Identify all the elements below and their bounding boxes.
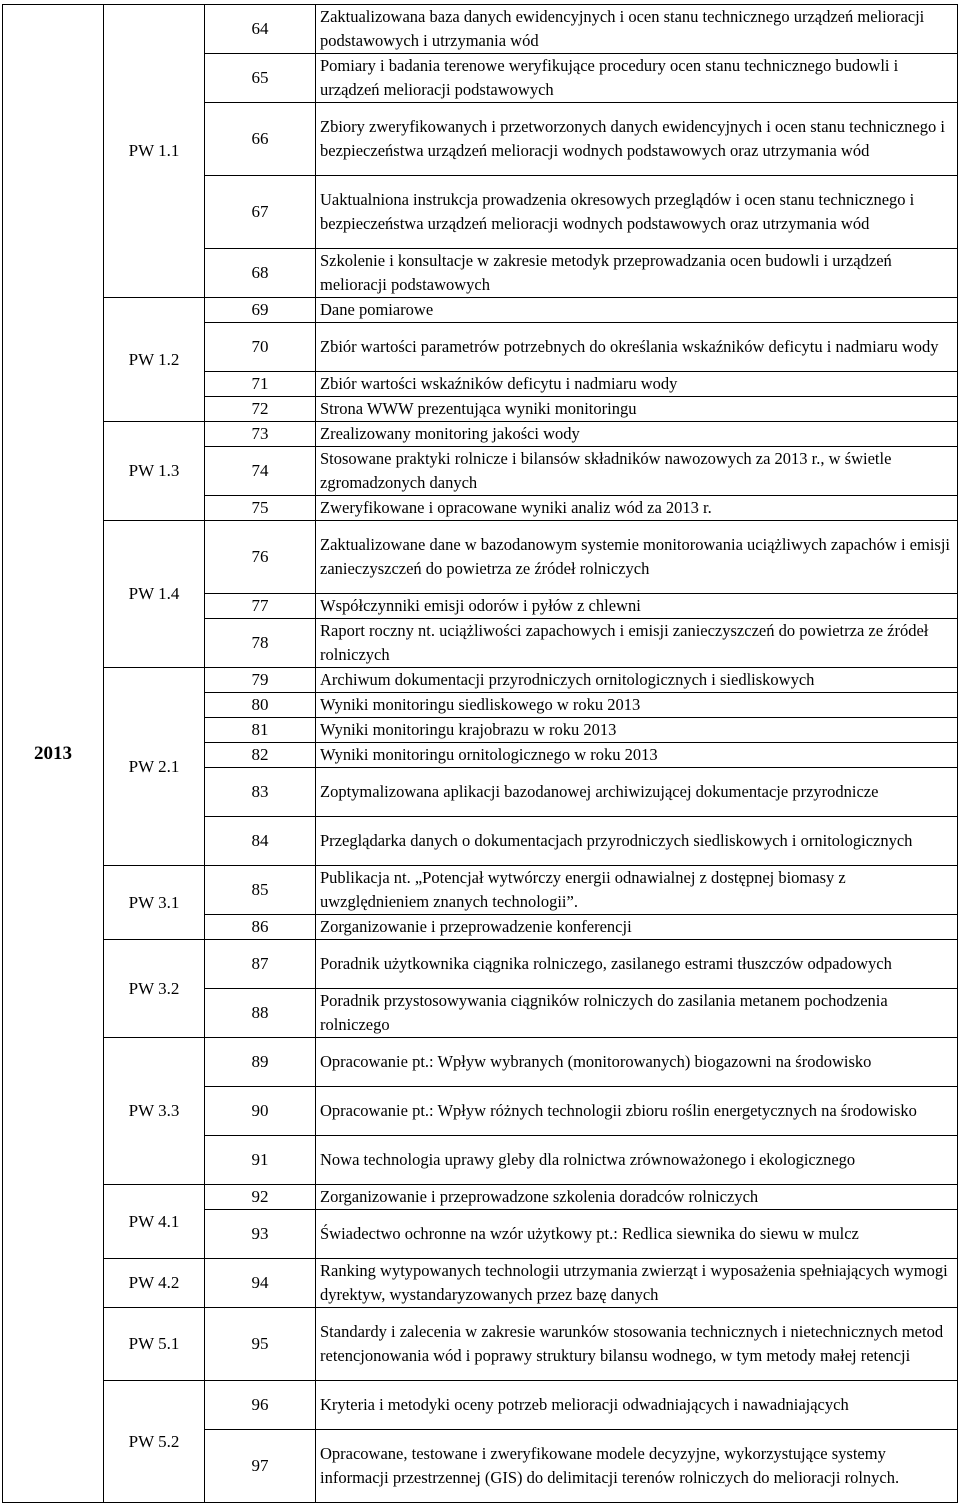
item-description-cell: Stosowane praktyki rolnicze i bilansów składników nawozowych za 2013 r., w świetle zgromadzonych danych — [316, 447, 958, 496]
work-package-cell: PW 2.1 — [104, 668, 205, 866]
table-row — [3, 1308, 958, 1381]
item-number-cell: 75 — [205, 496, 316, 521]
item-number-cell: 96 — [205, 1381, 316, 1430]
item-description-cell: Opracowane, testowane i zweryfikowane modele decyzyjne, wykorzystujące systemy informacji przestrzennej (GIS) do delimitacji terenów rolniczych do melioracji rolnych. — [316, 1430, 958, 1503]
item-description-cell: Zoptymalizowana aplikacji bazodanowej archiwizującej dokumentacje przyrodnicze — [316, 768, 958, 817]
item-description-cell: Przeglądarka danych o dokumentacjach przyrodniczych siedliskowych i ornitologicznych — [316, 817, 958, 866]
item-number-cell: 94 — [205, 1259, 316, 1308]
item-description-cell: Zweryfikowane i opracowane wyniki analiz wód za 2013 r. — [316, 496, 958, 521]
item-number-cell: 90 — [205, 1087, 316, 1136]
item-number-cell: 85 — [205, 866, 316, 915]
item-description-cell: Raport roczny nt. uciążliwości zapachowych i emisji zanieczyszczeń do powietrza ze źródeł rolniczych — [316, 619, 958, 668]
work-package-cell: PW 4.1 — [104, 1185, 205, 1259]
item-description-cell: Wyniki monitoringu krajobrazu w roku 2013 — [316, 718, 958, 743]
item-description-cell: Standardy i zalecenia w zakresie warunków stosowania technicznych i nietechnicznych metod retencjonowania wód i poprawy struktury bilansu wodnego, w tym metody małej retencji — [316, 1308, 958, 1381]
item-description-cell: Opracowanie pt.: Wpływ różnych technologii zbioru roślin energetycznych na środowisko — [316, 1087, 958, 1136]
item-number-cell: 80 — [205, 693, 316, 718]
item-number-cell: 66 — [205, 103, 316, 176]
work-package-cell: PW 1.2 — [104, 298, 205, 422]
item-description-cell: Ranking wytypowanych technologii utrzymania zwierząt i wyposażenia spełniających wymogi dyrektyw, wystandaryzowanych przez bazę danych — [316, 1259, 958, 1308]
table-row — [3, 521, 958, 594]
item-number-cell: 86 — [205, 915, 316, 940]
item-description-cell: Współczynniki emisji odorów i pyłów z chlewni — [316, 594, 958, 619]
deliverables-table — [2, 4, 958, 1503]
item-description-cell: Archiwum dokumentacji przyrodniczych ornitologicznych i siedliskowych — [316, 668, 958, 693]
item-number-cell: 76 — [205, 521, 316, 594]
item-number-cell: 73 — [205, 422, 316, 447]
item-number-cell: 87 — [205, 940, 316, 989]
item-number-cell: 72 — [205, 397, 316, 422]
work-package-cell: PW 1.1 — [104, 5, 205, 298]
item-description-cell: Zorganizowanie i przeprowadzone szkolenia doradców rolniczych — [316, 1185, 958, 1210]
item-number-cell: 82 — [205, 743, 316, 768]
item-number-cell: 97 — [205, 1430, 316, 1503]
item-number-cell: 92 — [205, 1185, 316, 1210]
item-number-cell: 68 — [205, 249, 316, 298]
item-description-cell: Nowa technologia uprawy gleby dla rolnictwa zrównoważonego i ekologicznego — [316, 1136, 958, 1185]
item-number-cell: 95 — [205, 1308, 316, 1381]
item-description-cell: Świadectwo ochronne na wzór użytkowy pt.: Redlica siewnika do siewu w mulcz — [316, 1210, 958, 1259]
item-description-cell: Opracowanie pt.: Wpływ wybranych (monitorowanych) biogazowni na środowisko — [316, 1038, 958, 1087]
table-row — [3, 1381, 958, 1430]
item-description-cell: Zbiór wartości parametrów potrzebnych do określania wskaźników deficytu i nadmiaru wody — [316, 323, 958, 372]
work-package-cell: PW 3.2 — [104, 940, 205, 1038]
work-package-cell: PW 3.1 — [104, 866, 205, 940]
item-number-cell: 71 — [205, 372, 316, 397]
table-body — [3, 5, 958, 1503]
table-row — [3, 5, 958, 54]
item-description-cell: Zorganizowanie i przeprowadzenie konferencji — [316, 915, 958, 940]
item-number-cell: 91 — [205, 1136, 316, 1185]
table-row — [3, 1038, 958, 1087]
item-description-cell: Poradnik użytkownika ciągnika rolniczego, zasilanego estrami tłuszczów odpadowych — [316, 940, 958, 989]
table-row — [3, 1259, 958, 1308]
item-number-cell: 67 — [205, 176, 316, 249]
table-row — [3, 940, 958, 989]
item-description-cell: Wyniki monitoringu siedliskowego w roku 2013 — [316, 693, 958, 718]
item-description-cell: Zbiory zweryfikowanych i przetworzonych danych ewidencyjnych i ocen stanu technicznego i bezpieczeństwa urządzeń melioracji wodnych podstawowych oraz utrzymania wód — [316, 103, 958, 176]
item-description-cell: Zbiór wartości wskaźników deficytu i nadmiaru wody — [316, 372, 958, 397]
item-description-cell: Strona WWW prezentująca wyniki monitoringu — [316, 397, 958, 422]
item-description-cell: Zaktualizowane dane w bazodanowym systemie monitorowania uciążliwych zapachów i emisji zanieczyszczeń do powietrza ze źródeł rolniczych — [316, 521, 958, 594]
work-package-cell: PW 1.4 — [104, 521, 205, 668]
work-package-cell: PW 4.2 — [104, 1259, 205, 1308]
item-description-cell: Publikacja nt. „Potencjał wytwórczy energii odnawialnej z dostępnej biomasy z uwzględnieniem znanych technologii”. — [316, 866, 958, 915]
item-description-cell: Uaktualniona instrukcja prowadzenia okresowych przeglądów i ocen stanu technicznego i bezpieczeństwa urządzeń melioracji wodnych podstawowych oraz utrzymania wód — [316, 176, 958, 249]
item-description-cell: Kryteria i metodyki oceny potrzeb melioracji odwadniających i nawadniających — [316, 1381, 958, 1430]
work-package-cell: PW 3.3 — [104, 1038, 205, 1185]
item-number-cell: 64 — [205, 5, 316, 54]
work-package-cell: PW 1.3 — [104, 422, 205, 521]
table-row — [3, 668, 958, 693]
table-row — [3, 422, 958, 447]
item-description-cell: Pomiary i badania terenowe weryfikujące procedury ocen stanu technicznego budowli i urządzeń melioracji podstawowych — [316, 54, 958, 103]
item-description-cell: Zaktualizowana baza danych ewidencyjnych i ocen stanu technicznego urządzeń melioracji podstawowych i utrzymania wód — [316, 5, 958, 54]
item-number-cell: 88 — [205, 989, 316, 1038]
item-number-cell: 84 — [205, 817, 316, 866]
item-number-cell: 69 — [205, 298, 316, 323]
item-description-cell: Poradnik przystosowywania ciągników rolniczych do zasilania metanem pochodzenia rolniczego — [316, 989, 958, 1038]
item-number-cell: 79 — [205, 668, 316, 693]
item-description-cell: Szkolenie i konsultacje w zakresie metodyk przeprowadzania ocen budowli i urządzeń melioracji podstawowych — [316, 249, 958, 298]
item-number-cell: 65 — [205, 54, 316, 103]
item-number-cell: 70 — [205, 323, 316, 372]
work-package-cell: PW 5.1 — [104, 1308, 205, 1381]
item-description-cell: Zrealizowany monitoring jakości wody — [316, 422, 958, 447]
item-number-cell: 74 — [205, 447, 316, 496]
item-description-cell: Dane pomiarowe — [316, 298, 958, 323]
table-row — [3, 298, 958, 323]
year-cell: 2013 — [3, 5, 104, 1503]
item-number-cell: 83 — [205, 768, 316, 817]
item-number-cell: 81 — [205, 718, 316, 743]
item-description-cell: Wyniki monitoringu ornitologicznego w roku 2013 — [316, 743, 958, 768]
item-number-cell: 93 — [205, 1210, 316, 1259]
item-number-cell: 77 — [205, 594, 316, 619]
table-row — [3, 866, 958, 915]
work-package-cell: PW 5.2 — [104, 1381, 205, 1503]
item-number-cell: 78 — [205, 619, 316, 668]
table-row — [3, 1185, 958, 1210]
item-number-cell: 89 — [205, 1038, 316, 1087]
